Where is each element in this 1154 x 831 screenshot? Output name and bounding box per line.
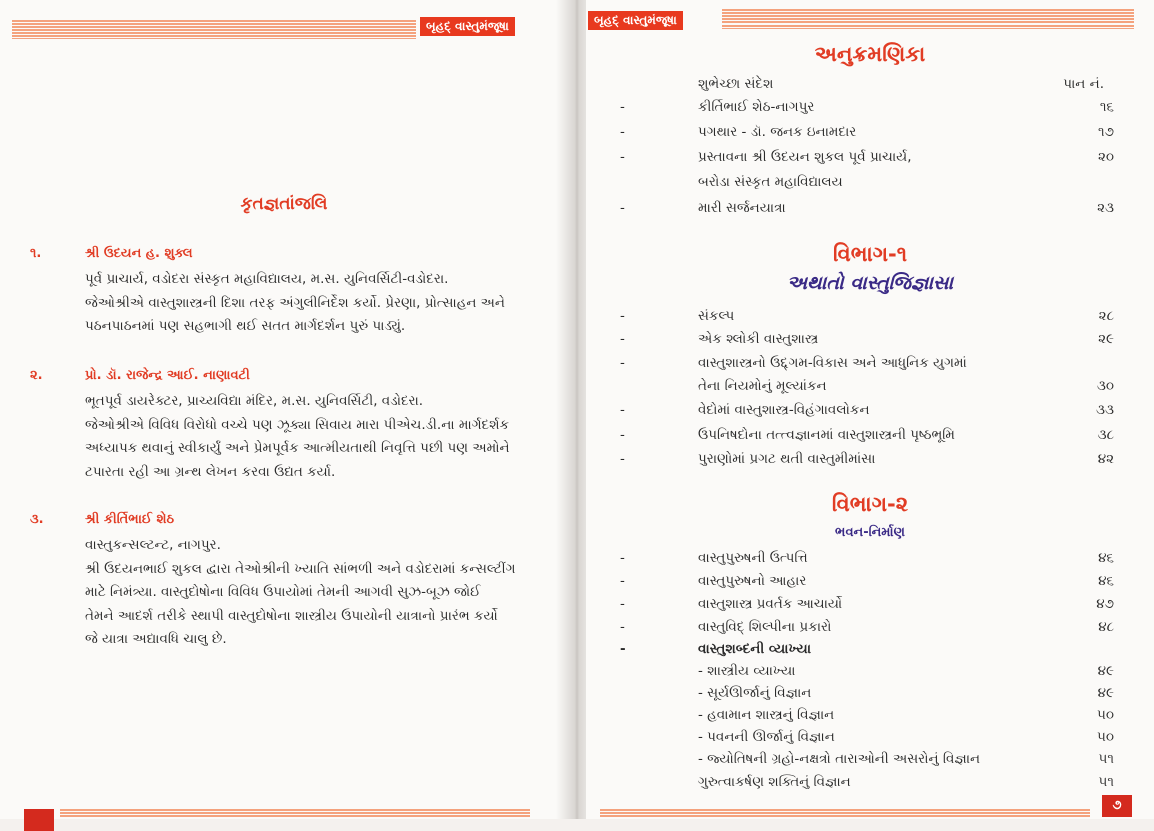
toc-row <box>620 547 1114 569</box>
toc-row <box>620 352 1114 374</box>
toc-row <box>620 305 1114 327</box>
toc-dash: - <box>620 641 626 657</box>
toc-dash: - <box>620 402 625 418</box>
entry-line: અધ્યાપક થવાનું સ્વીકાર્યું અને પ્રેમપૂર્વક આત્મીયતાથી નિવૃત્તિ પછી પણ અમોને <box>85 440 510 456</box>
header-stripe <box>722 9 1134 23</box>
toc-page-number: ૪૬ <box>1098 573 1114 589</box>
toc-row <box>620 121 1114 143</box>
section-title: વિભાગ-૧ <box>832 242 908 266</box>
toc-dash: - <box>620 331 625 347</box>
toc-entry-text: - હવામાન શાસ્ત્રનું વિજ્ઞાન <box>698 707 835 723</box>
footer-stripe <box>600 809 1090 817</box>
toc-row <box>664 73 1114 95</box>
entry-number: ૩. <box>30 512 44 527</box>
toc-entry-text: પુરાણોમાં પ્રગટ થતી વાસ્તુમીમાંસા <box>698 451 876 467</box>
toc-row <box>620 146 1114 168</box>
entry-number: ૧. <box>30 246 42 261</box>
entry-body <box>85 390 555 484</box>
toc-entry-text: વાસ્તુવિદ્ શિલ્પીના પ્રકારો <box>698 619 832 635</box>
toc-page-number: ૧૭ <box>1098 124 1114 140</box>
toc-entry-text: વેદોમાં વાસ્તુશાસ્ત્ર-વિહંગાવલોકન <box>698 402 870 418</box>
header-stripe-lower <box>722 25 1134 29</box>
toc-page-number: ૩૮ <box>1097 427 1114 443</box>
toc-page-number: ૫૧ <box>1098 751 1114 767</box>
toc-entry-text: તેના નિયમોનું મૂલ્યાંકન <box>698 378 827 394</box>
header-stripe-lower <box>12 35 416 39</box>
toc-entry-text: વાસ્તુપુરુષનો આહાર <box>698 573 807 589</box>
toc-entry-text: વાસ્તુશાસ્ત્રનો ઉદ્દ્ગમ-વિકાસ અને આધુનિક યુગમાં <box>698 355 967 371</box>
left-page <box>0 0 568 819</box>
toc-page-number: ૩૩ <box>1096 402 1114 418</box>
toc-page-number: ૫૧ <box>1098 774 1114 790</box>
toc-entry-text: વાસ્તુશાસ્ત્ર પ્રવર્તક આચાર્યો <box>698 596 843 612</box>
toc-entry-text: પગથાર - ડૉ. જનક ઇનામદાર <box>698 124 857 140</box>
toc-entry-text: - જ્યોતિષની ગ્રહો-નક્ષત્રો તારાઓની અસરોનું વિજ્ઞાન <box>698 751 981 767</box>
toc-entry-text: બરોડા સંસ્કૃત મહાવિદ્યાલય <box>698 174 843 190</box>
toc-row <box>664 660 1114 682</box>
entry-line: પૂર્વ પ્રાચાર્ય, વડોદરા સંસ્કૃત મહાવિદ્યાલય, મ.સ. યુનિવર્સિટી-વડોદરા. <box>85 271 449 287</box>
header-book-title: બૃહદ્ વાસ્તુમંજૂષા <box>588 11 683 30</box>
toc-entry-text: સંકલ્પ <box>698 308 735 324</box>
toc-entry-text: - સૂર્યઊર્જાનું વિજ્ઞાન <box>698 685 812 701</box>
entry-name: શ્રી કીર્તિભાઈ શેઠ <box>85 512 175 527</box>
page-number-tab <box>24 809 54 831</box>
toc-page-number: ૫૦ <box>1097 707 1114 723</box>
toc-page-number: ૪૬ <box>1098 550 1114 566</box>
toc-dash: - <box>620 149 625 165</box>
section-subtitle: અથાતો વાસ્તુજિજ્ઞાસા <box>786 272 954 294</box>
toc-entry-text: શુભેચ્છા સંદેશ <box>698 76 774 92</box>
toc-dash: - <box>620 99 625 115</box>
toc-dash: - <box>620 550 625 566</box>
page-title: કૃતજ્ઞતાંજલિ <box>240 194 328 214</box>
header-book-title: બૃહદ્ વાસ્તુમંજૂષા <box>420 17 515 36</box>
entry-line: જેઓશ્રીએ વિવિધ વિરોધો વચ્ચે પણ ઝૂક્યા સિવાય મારા પીએચ.ડી.ના માર્ગદર્શક <box>85 416 510 433</box>
toc-page-number: ૪૭ <box>1096 596 1114 612</box>
toc-entry-text: કીર્તિભાઈ શેઠ-નાગપુર <box>698 99 815 115</box>
toc-entry-text: એક શ્લોકી વાસ્તુશાસ્ત્ર <box>698 331 819 347</box>
toc-entry-text: વાસ્તુશબ્દની વ્યાખ્યા <box>698 641 811 657</box>
entry-line: માટે નિમંત્ર્યા. વાસ્તુદોષોના વિવિધ ઉપાયોમાં તેમની આગવી સુઝ-બૂઝ જોઈ <box>85 584 481 600</box>
toc-entry-text: વાસ્તુપુરુષની ઉત્પત્તિ <box>698 550 808 566</box>
toc-dash: - <box>620 427 625 443</box>
toc-row <box>620 96 1114 118</box>
entry-name: પ્રો. ડૉ. રાજેન્દ્ર આઈ. નાણાવટી <box>85 368 250 383</box>
toc-row <box>620 593 1114 615</box>
toc-entry-text: - પવનની ઊર્જાનું વિજ્ઞાન <box>698 729 835 745</box>
toc-row <box>664 726 1114 748</box>
toc-entry-text: ગુરુત્વાકર્ષણ શક્તિનું વિજ્ઞાન <box>698 774 851 790</box>
entry-body <box>85 534 555 652</box>
page-number: ૭ <box>1102 795 1132 817</box>
entry-name: શ્રી ઉદયન હ. શુક્લ <box>85 246 193 261</box>
toc-page-number: ૧૬ <box>1099 99 1114 115</box>
footer-stripe <box>60 809 530 817</box>
section-title: વિભાગ-૨ <box>831 492 909 516</box>
toc-row <box>620 448 1114 470</box>
entry-body <box>85 268 555 339</box>
toc-page-number: ૪૨ <box>1097 451 1114 467</box>
toc-page-number: ૨૩ <box>1097 200 1114 216</box>
toc-entry-text: પ્રસ્તાવના શ્રી ઉદયન શુકલ પૂર્વ પ્રાચાર્ય, <box>698 149 912 165</box>
section-subtitle: ભવન-નિર્માણ <box>835 525 905 540</box>
toc-entry-text: ઉપનિષદોના તત્ત્વજ્ઞાનમાં વાસ્તુશાસ્ત્રની પૃષ્ઠભૂમિ <box>698 427 955 443</box>
toc-row <box>620 328 1114 350</box>
toc-page-number: ૪૯ <box>1097 685 1114 701</box>
toc-dash: - <box>620 124 625 140</box>
toc-page-number: ૨૮ <box>1098 308 1114 324</box>
entry-number: ૨. <box>30 368 43 383</box>
page-column-label: પાન નં. <box>1063 76 1104 92</box>
toc-row <box>620 570 1114 592</box>
toc-dash: - <box>620 619 625 635</box>
toc-dash: - <box>620 451 625 467</box>
toc-row <box>620 638 1114 660</box>
toc-dash: - <box>620 355 625 371</box>
toc-row <box>664 682 1114 704</box>
toc-page-number: ૩૦ <box>1096 378 1114 394</box>
toc-row <box>664 748 1114 770</box>
toc-page-number: ૨૯ <box>1098 331 1114 347</box>
toc-row <box>620 197 1114 219</box>
entry-line: શ્રી ઉદયનભાઈ શુકલ દ્વારા તેઓશ્રીની ખ્યાતિ સાંભળી અને વડોદરામાં કન્સલ્ટીંગ <box>85 560 516 577</box>
toc-entry-text: મારી સર્જનયાત્રા <box>698 200 786 216</box>
entry-line: તેમને આદર્શ તરીકે સ્થાપી વાસ્તુદોષોના શાસ્ત્રીય ઉપાયોની યાત્રાનો પ્રારંભ કર્યો <box>85 607 498 624</box>
entry-line: જે યાત્રા અદ્યાવધિ ચાલુ છે. <box>85 631 227 647</box>
right-page <box>586 0 1154 819</box>
entry-line: ટપારતા રહી આ ગ્રન્થ લેખન કરવા ઉદ્યત કર્યા. <box>85 463 336 480</box>
toc-row <box>664 171 1114 193</box>
toc-dash: - <box>620 200 625 216</box>
toc-row <box>664 375 1114 397</box>
header-stripe <box>12 20 416 34</box>
toc-row <box>664 704 1114 726</box>
entry-line: પઠનપાઠનમાં પણ સહભાગી થઈ સતત માર્ગદર્શન પુરું પાડ્યું. <box>85 318 406 334</box>
toc-page-number: ૪૮ <box>1098 619 1114 635</box>
toc-row <box>620 616 1114 638</box>
toc-row <box>620 399 1114 421</box>
toc-row <box>664 771 1114 793</box>
entry-line: ભૂતપૂર્વ ડાયરેક્ટર, પ્રાચ્યવિદ્યા મંદિર, મ.સ. યુનિવર્સિટી, વડોદરા. <box>85 393 424 409</box>
toc-page-number: ૨૦ <box>1097 149 1114 165</box>
toc-dash: - <box>620 573 625 589</box>
entry-line: વાસ્તુકન્સલ્ટન્ટ, નાગપુર. <box>85 537 221 553</box>
entry-line: જેઓશ્રીએ વાસ્તુશાસ્ત્રની દિશા તરફ અંગુલીનિર્દેશ કર્યો. પ્રેરણા, પ્રોત્સાહન અને <box>85 294 505 311</box>
toc-dash: - <box>620 596 625 612</box>
toc-dash: - <box>620 308 625 324</box>
toc-page-number: ૫૦ <box>1097 729 1114 745</box>
toc-page-number: ૪૯ <box>1097 663 1114 679</box>
toc-row <box>620 424 1114 446</box>
toc-entry-text: - શાસ્ત્રીય વ્યાખ્યા <box>698 663 796 679</box>
toc-title: અનુક્રમણિકા <box>814 42 926 66</box>
